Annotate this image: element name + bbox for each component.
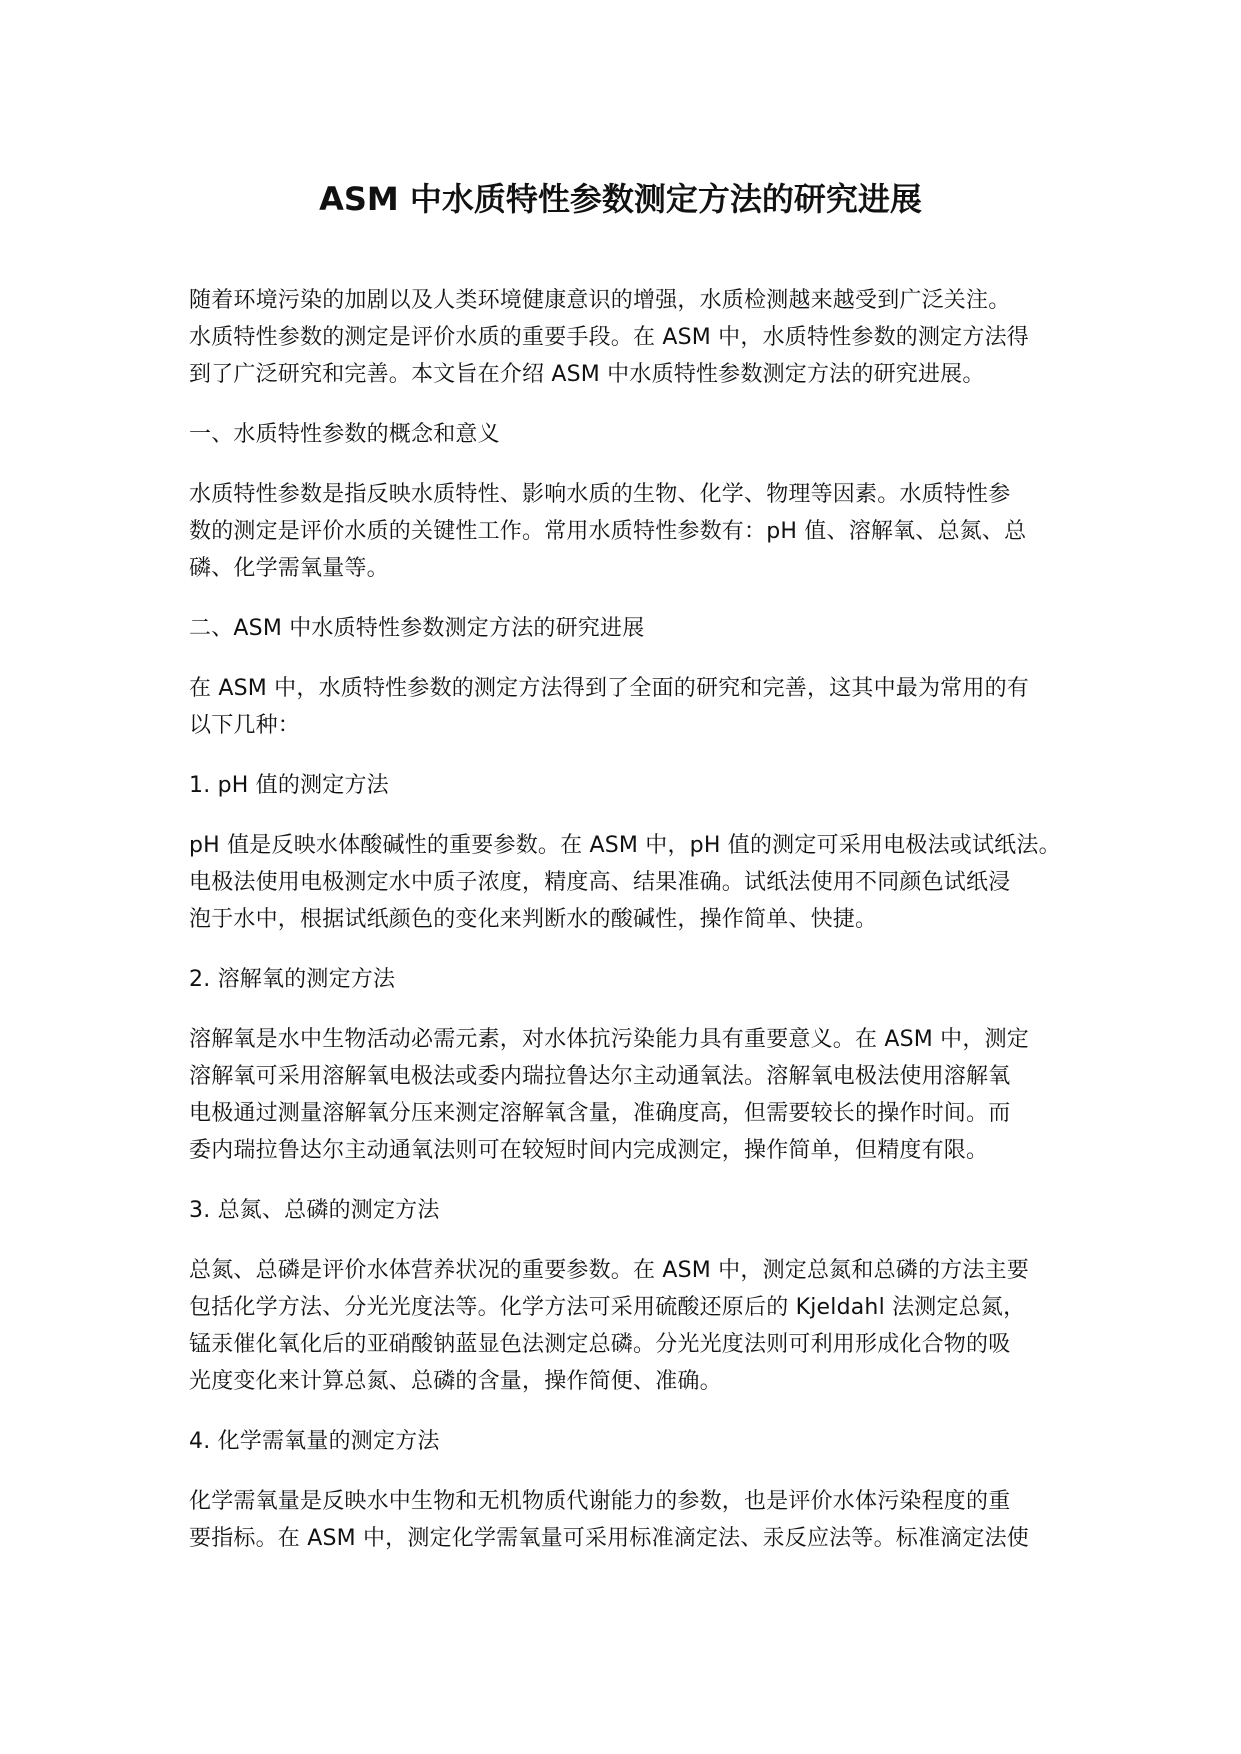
text-line: 随着环境污染的加剧以及人类环境健康意识的增强，水质检测越来越受到广泛关注。 (189, 288, 1011, 313)
text-line: 化学需氧量是反映水中生物和无机物质代谢能力的参数，也是评价水体污染程度的重 (189, 1489, 1011, 1514)
text-line: 溶解氧可采用溶解氧电极法或委内瑞拉鲁达尔主动通氧法。溶解氧电极法使用溶解氧 (189, 1064, 1011, 1089)
method-paragraph (189, 827, 1089, 938)
text-line: 水质特性参数是指反映水质特性、影响水质的生物、化学、物理等因素。水质特性参 (189, 482, 1011, 507)
text-line: 到了广泛研究和完善。本文旨在介绍 ASM 中水质特性参数测定方法的研究进展。 (189, 362, 985, 387)
text-line: 泡于水中，根据试纸颜色的变化来判断水的酸碱性，操作简单、快捷。 (189, 907, 878, 932)
intro-paragraph (189, 282, 1089, 393)
text-line: 水质特性参数的测定是评价水质的重要手段。在 ASM 中，水质特性参数的测定方法得 (189, 325, 1029, 350)
text-line: 数的测定是评价水质的关键性工作。常用水质特性参数有：pH 值、溶解氧、总氮、总 (189, 519, 1027, 544)
text-line: 委内瑞拉鲁达尔主动通氧法则可在较短时间内完成测定，操作简单，但精度有限。 (189, 1138, 989, 1163)
text-line: 总氮、总磷是评价水体营养状况的重要参数。在 ASM 中，测定总氮和总磷的方法主要 (189, 1258, 1029, 1283)
text-line: 电极通过测量溶解氧分压来测定溶解氧含量，准确度高，但需要较长的操作时间。而 (189, 1101, 1011, 1126)
text-line: 要指标。在 ASM 中，测定化学需氧量可采用标准滴定法、汞反应法等。标准滴定法使 (189, 1526, 1029, 1551)
method-paragraph (189, 1483, 1089, 1557)
text-line: 磷、化学需氧量等。 (189, 556, 389, 581)
text-line: 包括化学方法、分光光度法等。化学方法可采用硫酸还原后的 Kjeldahl 法测定总氮， (189, 1295, 1026, 1320)
document-title: ASM 中水质特性参数测定方法的研究进展 (319, 180, 922, 218)
method-heading: 2. 溶解氧的测定方法 (189, 967, 396, 992)
section-heading: 一、水质特性参数的概念和意义 (189, 422, 500, 447)
text-line: 以下几种： (189, 713, 301, 738)
document-body (189, 282, 1089, 1580)
method-heading: 3. 总氮、总磷的测定方法 (189, 1198, 440, 1223)
method-heading: 1. pH 值的测定方法 (189, 773, 389, 798)
text-line: 锰汞催化氧化后的亚硝酸钠蓝显色法测定总磷。分光光度法则可利用形成化合物的吸 (189, 1332, 1011, 1357)
section-paragraph (189, 670, 1089, 744)
method-paragraph (189, 1021, 1089, 1169)
text-line: 溶解氧是水中生物活动必需元素，对水体抗污染能力具有重要意义。在 ASM 中，测定 (189, 1027, 1029, 1052)
section-paragraph (189, 476, 1089, 587)
text-line: 在 ASM 中，水质特性参数的测定方法得到了全面的研究和完善，这其中最为常用的有 (189, 676, 1029, 701)
section-heading: 二、ASM 中水质特性参数测定方法的研究进展 (189, 616, 645, 641)
method-paragraph (189, 1252, 1089, 1400)
text-line: 电极法使用电极测定水中质子浓度，精度高、结果准确。试纸法使用不同颜色试纸浸 (189, 870, 1011, 895)
text-line: 光度变化来计算总氮、总磷的含量，操作简便、准确。 (189, 1369, 722, 1394)
text-line: pH 值是反映水体酸碱性的重要参数。在 ASM 中，pH 值的测定可采用电极法或试纸法。 (189, 833, 1061, 858)
method-heading: 4. 化学需氧量的测定方法 (189, 1429, 440, 1454)
